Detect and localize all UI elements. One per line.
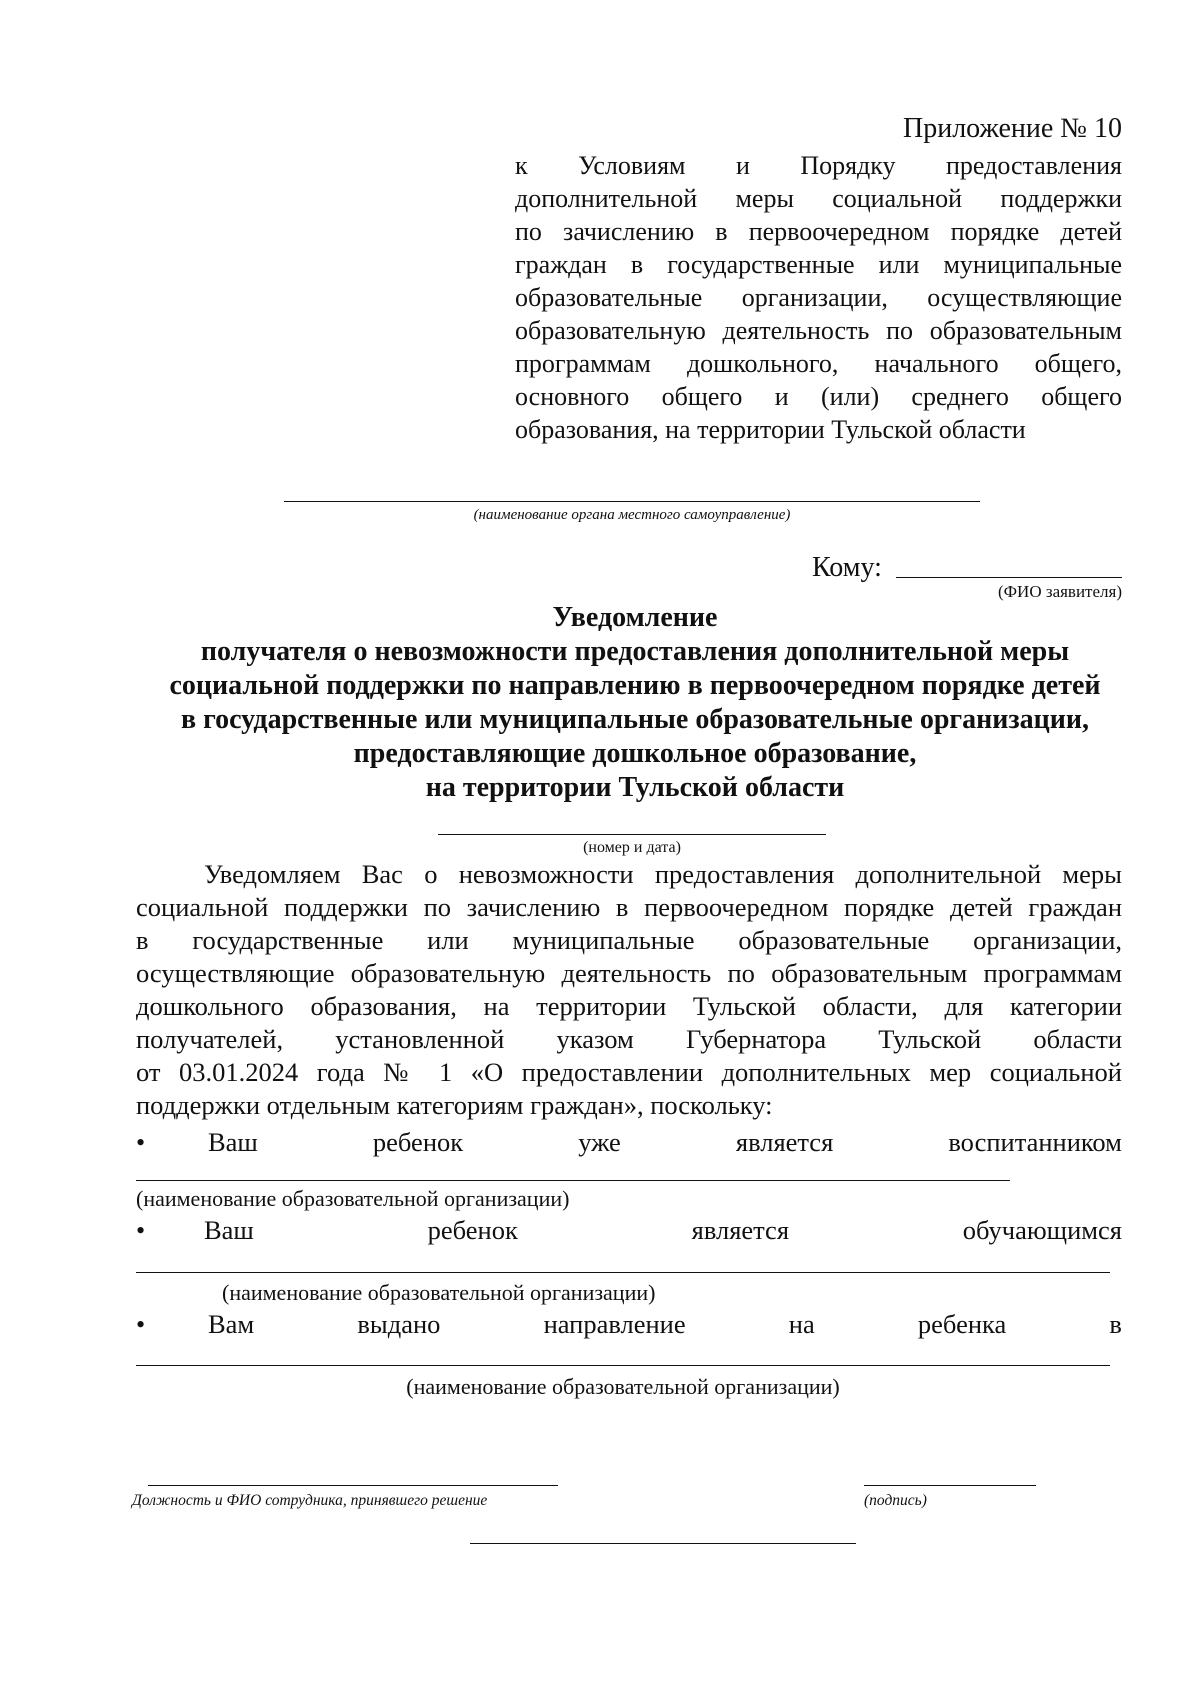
appendix-line: образования, на территории Тульской области: [515, 415, 1026, 444]
reason-word: направление: [543, 1309, 686, 1339]
reason-word: уже: [578, 1127, 621, 1157]
body-line: получателей, установленной указом Губернатора Тульской области: [136, 1024, 1122, 1054]
recipient-label: Кому:: [812, 552, 882, 583]
reason-word: ребенка: [917, 1309, 1007, 1339]
number-date-line[interactable]: [438, 834, 826, 835]
bullet-icon: •: [136, 1128, 146, 1157]
appendix-line: программам дошкольного, начального общего,: [515, 349, 1122, 378]
position-caption: Должность и ФИО сотрудника, принявшего решение: [132, 1492, 488, 1509]
number-date-caption: (номер и дата): [583, 839, 681, 856]
appendix-line: граждан в государственные или муниципальные: [515, 250, 1122, 279]
body-line: от 03.01.2024 года № 1 «О предоставлении дополнительных мер социальной: [136, 1057, 1122, 1087]
bullet-icon: •: [136, 1310, 146, 1339]
notice-title-line: на территории Тульской области: [425, 772, 845, 803]
body-line: в государственные или муниципальные образовательные организации,: [136, 925, 1122, 955]
notice-title-line: в государственные или муниципальные образовательные организации,: [180, 704, 1090, 735]
body-line: социальной поддержки по зачислению в первоочередном порядке детей граждан: [136, 892, 1122, 922]
notice-body: [136, 858, 1122, 1122]
notice-title-line: Уведомление: [552, 602, 718, 633]
reason-item: [136, 1308, 1122, 1341]
reason-word: Вам: [208, 1309, 255, 1339]
body-line: поддержки отдельным категориям граждан», поскольку:: [136, 1090, 773, 1120]
authority-name-line[interactable]: [284, 501, 980, 502]
appendix-reference: [515, 149, 1122, 446]
bottom-line: [470, 1543, 856, 1544]
organization-name-line[interactable]: [136, 1365, 1110, 1366]
reason-word: на: [788, 1309, 815, 1339]
organization-name-line[interactable]: [136, 1180, 1010, 1181]
appendix-line: дополнительной меры социальной поддержки: [515, 184, 1122, 213]
reason-word: Ваш: [208, 1127, 258, 1157]
appendix-line: по зачислению в первоочередном порядке детей: [515, 217, 1122, 246]
appendix-line: основного общего и (или) среднего общего: [515, 382, 1122, 411]
recipient-name-line[interactable]: [896, 577, 1122, 578]
reason-word: является: [691, 1215, 790, 1245]
body-line: дошкольного образования, на территории Тульской области, для категории: [136, 991, 1122, 1021]
reason-word: является: [735, 1127, 834, 1157]
reason-item: [136, 1214, 1122, 1247]
signature-caption: (подпись): [864, 1492, 927, 1509]
body-line: Уведомляем Вас о невозможности предоставления дополнительной меры: [204, 859, 1122, 889]
notice-title-line: получателя о невозможности предоставления дополнительной меры: [200, 636, 1070, 667]
reason-word: в: [1109, 1309, 1122, 1339]
notice-title-line: социальной поддержки по направлению в первоочередном порядке детей: [169, 670, 1101, 701]
organization-name-line[interactable]: [136, 1272, 1110, 1273]
organization-caption: (наименование образовательной организации): [136, 1186, 570, 1211]
signature-line[interactable]: [864, 1485, 1036, 1486]
appendix-line: образовательные организации, осуществляющие: [515, 283, 1122, 312]
appendix-line: образовательную деятельность по образовательным: [515, 316, 1122, 345]
reason-word: воспитанником: [948, 1127, 1122, 1157]
recipient-caption: (ФИО заявителя): [997, 582, 1122, 601]
bullet-icon: •: [136, 1216, 146, 1245]
organization-caption: (наименование образовательной организации): [222, 1280, 656, 1305]
reason-word: обучающимся: [962, 1215, 1122, 1245]
appendix-line: к Условиям и Порядку предоставления: [515, 151, 1122, 180]
appendix-title: Приложение № 10: [903, 113, 1122, 144]
position-name-line[interactable]: [148, 1485, 558, 1486]
notice-title-line: предоставляющие дошкольное образование,: [353, 738, 917, 769]
reason-word: ребенок: [427, 1215, 518, 1245]
reason-item: [136, 1126, 1122, 1159]
body-line: осуществляющие образовательную деятельность по образовательным программам: [136, 958, 1122, 988]
notice-title: [0, 601, 1200, 805]
reason-word: выдано: [357, 1309, 441, 1339]
reason-word: ребенок: [372, 1127, 464, 1157]
reason-word: Ваш: [204, 1215, 254, 1245]
authority-caption: (наименование органа местного самоуправление): [473, 507, 791, 523]
organization-caption: (наименование образовательной организации): [406, 1374, 840, 1399]
